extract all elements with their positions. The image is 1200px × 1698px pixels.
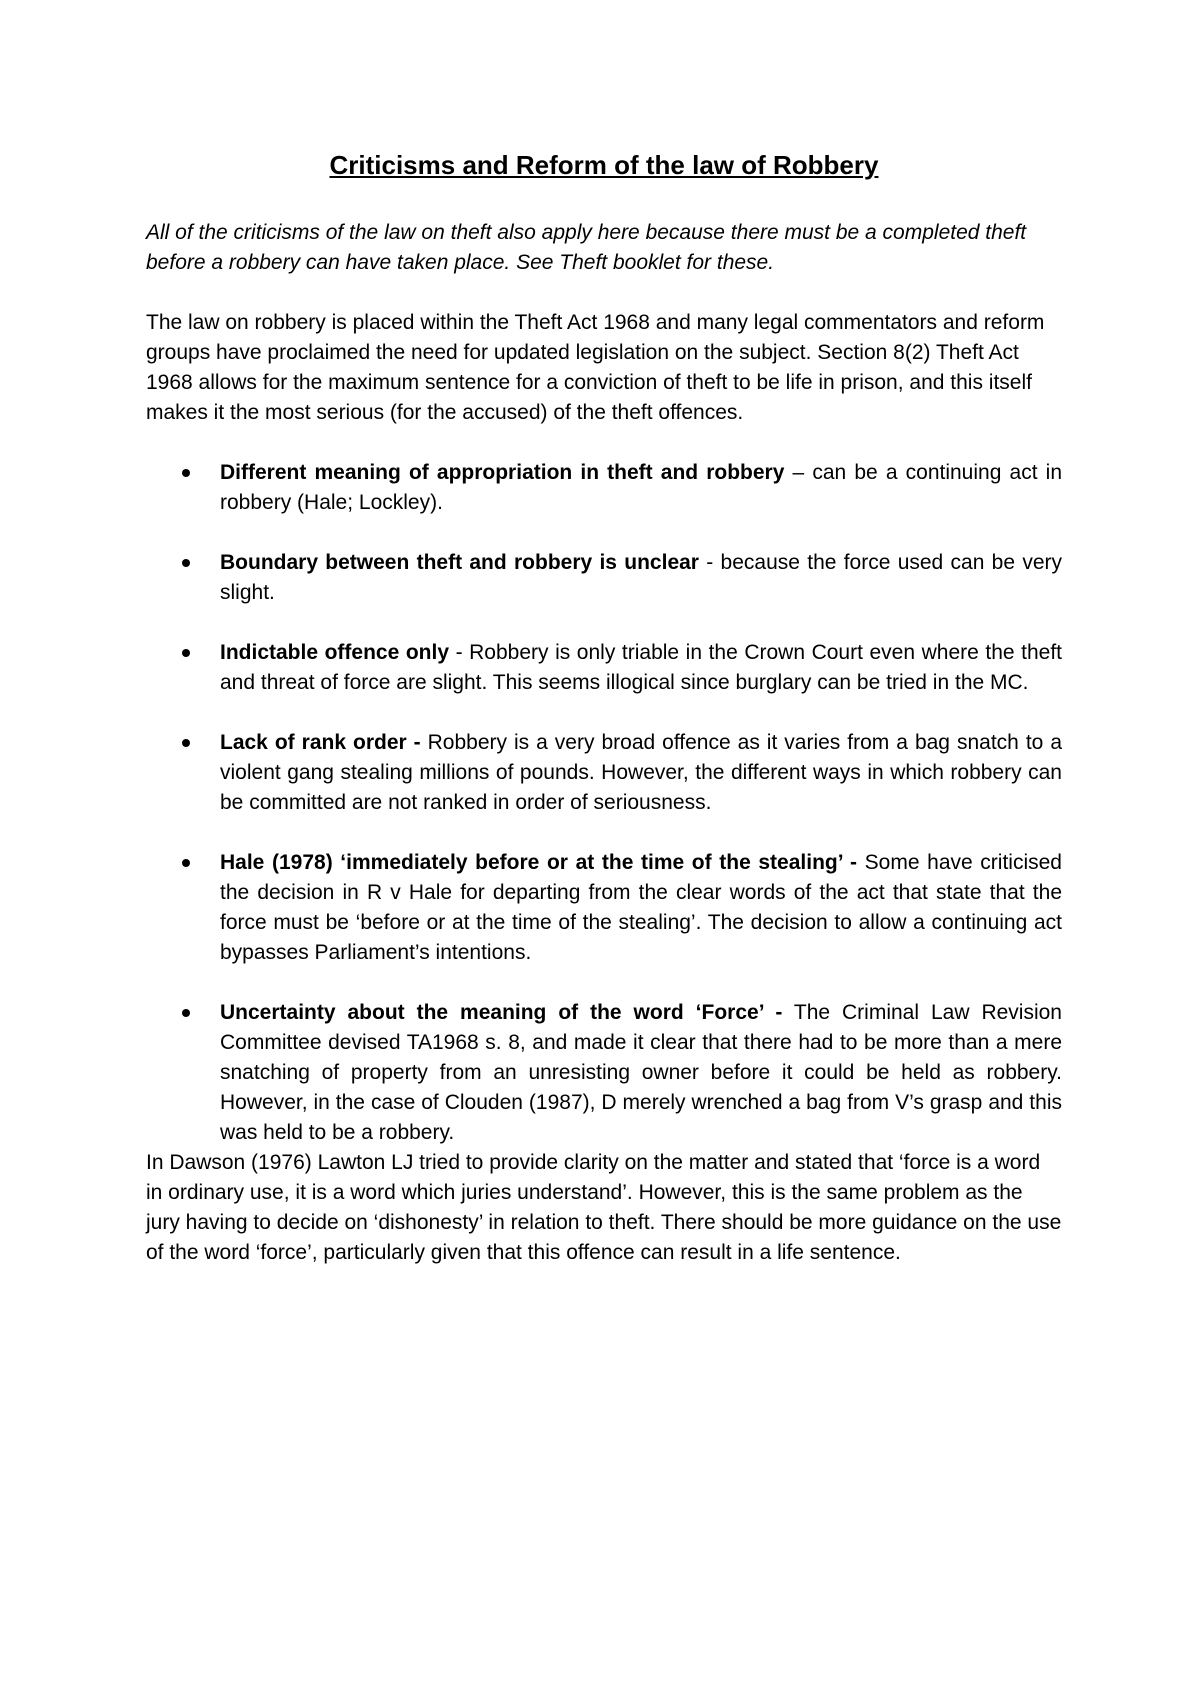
list-item-heading: Indictable offence only xyxy=(220,641,449,664)
list-item-text: Some have criticised the decision in R v Hale for departing from the clear words of the act that state that the force must be ‘before or at the time of the stealing’. The decision to allow a continuing act bypasses Parliament’s intentions. xyxy=(220,851,1062,964)
list-item xyxy=(146,638,1062,698)
list-item-heading: Lack of rank order - xyxy=(220,731,421,754)
list-item xyxy=(146,728,1062,818)
list-item-text: The Criminal Law Revision Committee devised TA1968 s. 8, and made it clear that there had to be more than a mere snatching of property from an unresisting owner before it could be held as robbery. However, in the case of Clouden (1987), D merely wrenched a bag from V’s grasp and this was held to be a robbery. xyxy=(220,1001,1062,1144)
list-item-heading: Different meaning of appropriation in theft and robbery xyxy=(220,461,785,484)
bullet-icon xyxy=(182,559,190,567)
list-item-text: - because the force used can be very slight. xyxy=(220,551,1062,604)
intro-note: All of the criticisms of the law on theft also apply here because there must be a completed theft before a robbery can have taken place. See Theft booklet for these. xyxy=(146,221,1027,274)
bullet-icon xyxy=(182,469,190,477)
list-item xyxy=(146,998,1062,1148)
document-title: Criticisms and Reform of the law of Robbery xyxy=(329,150,879,180)
criticisms-list xyxy=(146,458,1062,1148)
bullet-icon xyxy=(182,859,190,867)
list-item-heading: Boundary between theft and robbery is unclear xyxy=(220,551,699,574)
list-item-text: Robbery is a very broad offence as it varies from a bag snatch to a violent gang stealing millions of pounds. However, the different ways in which robbery can be committed are not ranked in order of seriousness. xyxy=(220,731,1062,814)
document-content xyxy=(146,148,1062,1268)
list-item xyxy=(146,458,1062,518)
bullet-icon xyxy=(182,1009,190,1017)
list-item-text: – can be a continuing act in robbery (Hale; Lockley). xyxy=(220,461,1063,514)
list-item xyxy=(146,548,1062,608)
list-item-heading: Hale (1978) ‘immediately before or at the time of the stealing’ - xyxy=(220,851,858,874)
body-paragraph: The law on robbery is placed within the Theft Act 1968 and many legal commentators and reform groups have proclaimed the need for updated legislation on the subject. Section 8(2) Theft Act 1968 allows for the maximum sentence for a conviction of theft to be life in prison, and this itself makes it the most serious (for the accused) of the theft offences. xyxy=(146,311,1045,424)
list-item-heading: Uncertainty about the meaning of the word ‘Force’ - xyxy=(220,1001,783,1024)
list-item-text: - Robbery is only triable in the Crown Court even where the theft and threat of force are slight. This seems illogical since burglary can be tried in the MC. xyxy=(220,641,1062,694)
bullet-icon xyxy=(182,649,190,657)
closing-paragraph: In Dawson (1976) Lawton LJ tried to provide clarity on the matter and stated that ‘force is a word in ordinary use, it is a word which juries understand’. However, this is the same problem as the jury having to decide on ‘dishonesty’ in relation to theft. There should be more guidance on the use of the word ‘force’, particularly given that this offence can result in a life sentence. xyxy=(146,1151,1062,1264)
list-item xyxy=(146,848,1062,968)
bullet-icon xyxy=(182,739,190,747)
